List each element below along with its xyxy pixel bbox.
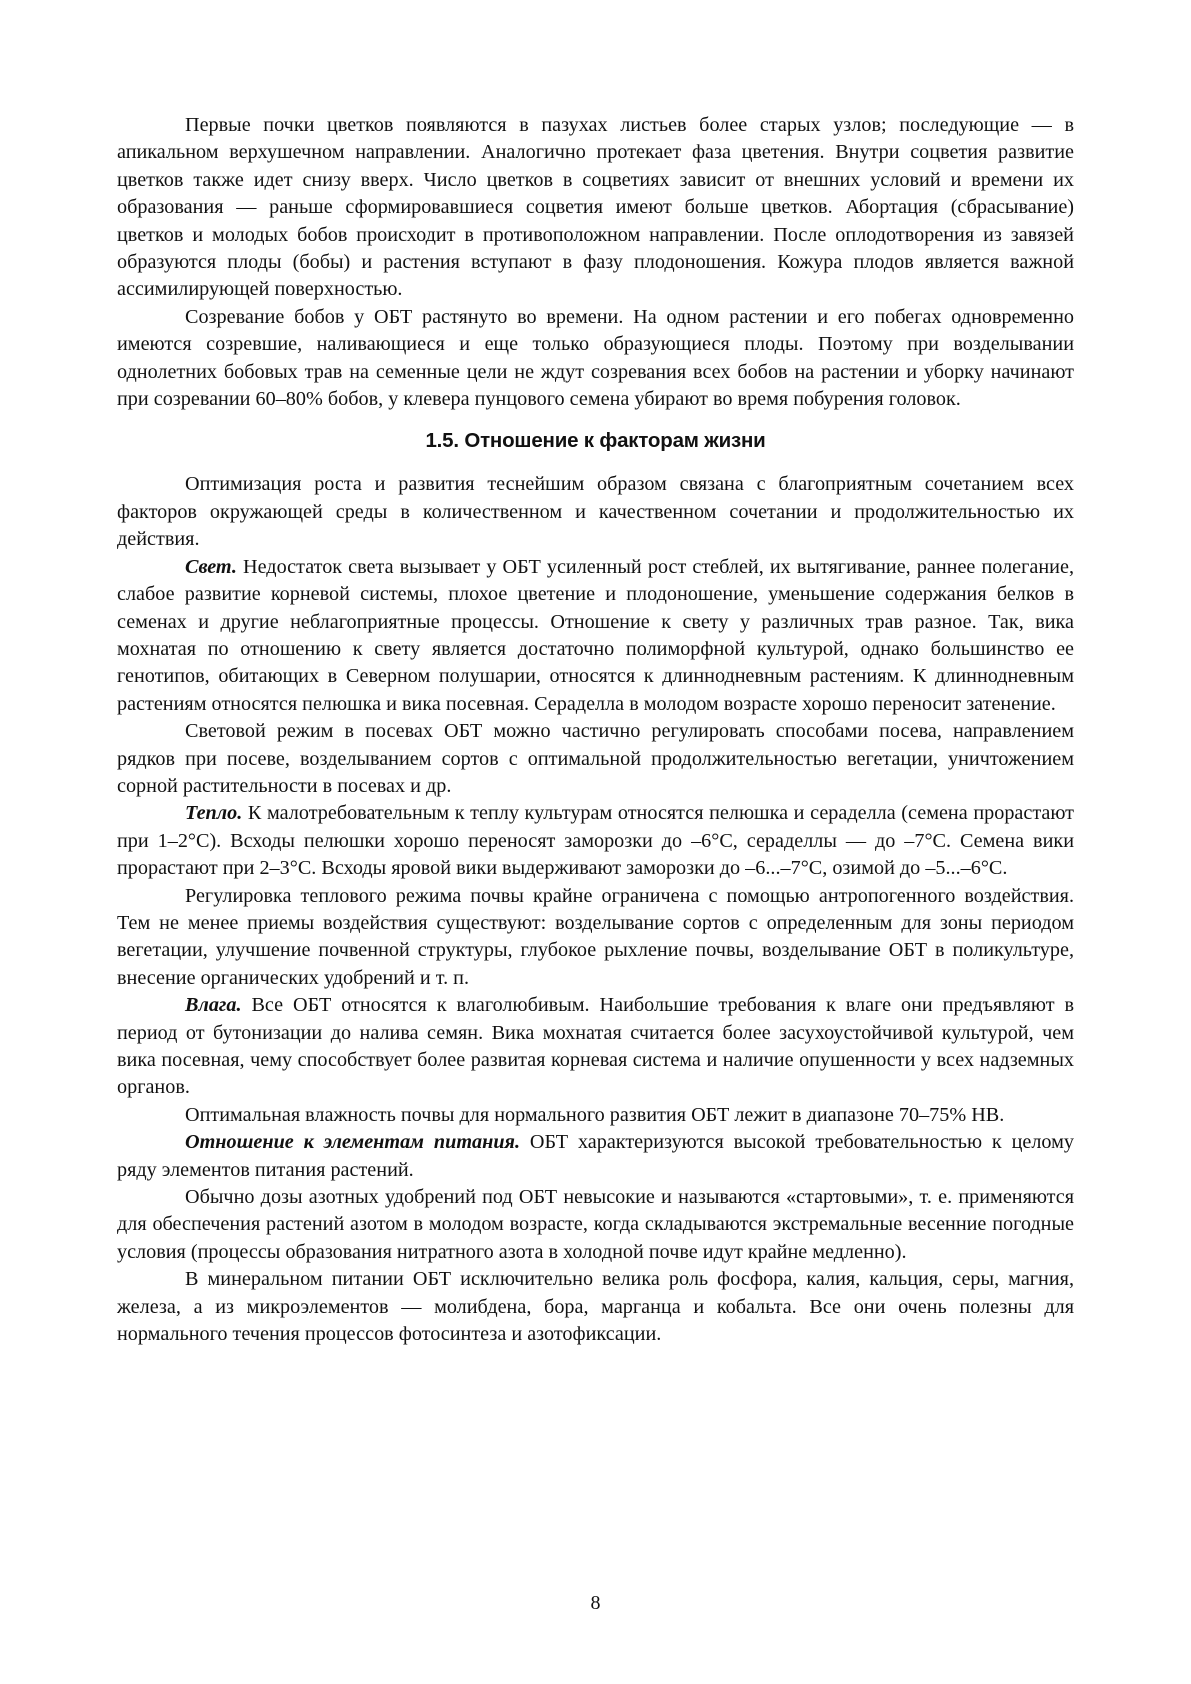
paragraph-body: Световой режим в посевах ОБТ можно частично регулировать способами посева, направлением рядков при посеве, возделыванием сортов с оптимальной продолжительностью вегетации, уничтожением сорной растительности в посевах и др. bbox=[117, 720, 1074, 797]
paragraph-optimization bbox=[117, 471, 1074, 553]
paragraph-light-regime bbox=[117, 718, 1074, 800]
paragraph-body: Все ОБТ относятся к влаголюбивым. Наибольшие требования к влаге они предъявляют в период от бутонизации до налива семян. Вика мохнатая считается более засухоустойчивой культурой, чем вика посевная, чему способствует более развитая корневая система и наличие опушенности у всех надземных органов. bbox=[117, 994, 1074, 1099]
paragraph-lead-nutrition: Отношение к элементам питания. bbox=[185, 1131, 521, 1154]
paragraph-body: Недостаток света вызывает у ОБТ усиленный рост стеблей, их вытягивание, раннее полегание, слабое развитие корневой системы, плохое цветение и плодоношение, уменьшение содержания белков в семенах и другие неблагоприятные процессы. Отношение к свету у различных трав разное. Так, вика мохнатая по отношению к свету является достаточно полиморфной культурой, однако большинство ее генотипов, обитающих в Северном полушарии, относятся к длиннодневным растениям. К длиннодневным растениям относятся пелюшка и вика посевная. Сераделла в молодом возрасте хорошо переносит затенение. bbox=[117, 555, 1074, 715]
paragraph-body: ОБТ характеризуются высокой требовательностью к целому ряду элементов питания растений. bbox=[117, 1131, 1074, 1181]
paragraph-lead-heat: Тепло. bbox=[185, 802, 243, 825]
paragraph-body: Обычно дозы азотных удобрений под ОБТ невысокие и называются «стартовыми», т. е. применяются для обеспечения растений азотом в молодом возрасте, когда складываются экстремальные весенние погодные условия (процессы образования нитратного азота в холодной почве идут крайне медленно). bbox=[117, 1186, 1074, 1263]
paragraph-heat-regime bbox=[117, 883, 1074, 993]
paragraph-body: К малотребовательным к теплу культурам относятся пелюшка и сераделла (семена прорастают при 1–2°С). Всходы пелюшки хорошо переносят заморозки до –6°С, сераделлы — до –7°С. Семена вики прорастают при 2–3°С. Всходы яровой вики выдерживают заморозки до –6...–7°С, озимой до –5...–6°С. bbox=[117, 802, 1074, 880]
paragraph-flower-development: Первые почки цветков появляются в пазухах листьев более старых узлов; последующие — в апикальном верхушечном направлении. Аналогично протекает фаза цветения. Внутри соцветия развитие цветков также идет снизу вверх. Число цветков в соцветиях зависит от внешних условий и времени их образования — раньше сформировавшиеся соцветия имеют больше цветков. Абортация (сбрасывание) цветков и молодых бобов происходит в противоположном направлении. После оплодотворения из завязей образуются плоды (бобы) и растения вступают в фазу плодоношения. Кожура плодов является важной ассимилирующей поверхностью. bbox=[117, 114, 1074, 301]
paragraph-body: Оптимальная влажность почвы для нормального развития ОБТ лежит в диапазоне 70–75% НВ. bbox=[185, 1103, 1005, 1126]
paragraph-pod-ripening: Созревание бобов у ОБТ растянуто во времени. На одном растении и его побегах одновременно имеются созревшие, наливающиеся и еще только образующиеся плоды. Поэтому при возделывании однолетних бобовых трав на семенные цели не ждут созревания всех бобов на растении и уборку начинают при созревании 60–80% бобов, у клевера пунцового семена убирают во время побурения головок. bbox=[117, 305, 1074, 411]
section-heading: 1.5. Отношение к факторам жизни bbox=[425, 429, 766, 453]
paragraph-body: Оптимизация роста и развития теснейшим образом связана с благоприятным сочетанием всех факторов окружающей среды в количественном и качественном сочетании и продолжительностью их действия. bbox=[117, 473, 1074, 551]
paragraph-body: В минеральном питании ОБТ исключительно велика роль фосфора, калия, кальция, серы, магния, железа, а из микроэлементов — молибдена, бора, марганца и кобальта. Все они очень полезны для нормального течения процессов фотосинтеза и азотофиксации. bbox=[117, 1268, 1074, 1346]
page-content bbox=[117, 112, 1074, 1348]
paragraph-heat bbox=[117, 800, 1074, 882]
page-number: 8 bbox=[590, 1592, 601, 1614]
paragraph-moisture bbox=[117, 992, 1074, 1102]
paragraph-body: Регулировка теплового режима почвы крайне ограничена с помощью антропогенного воздействия. Тем не менее приемы воздействия существуют: возделывание сортов с определенным для зоны периодом вегетации, улучшение почвенной структуры, глубокое рыхление почвы, возделывание ОБТ в поликультуре, внесение органических удобрений и т. п. bbox=[117, 884, 1074, 989]
paragraph-lead-moisture: Влага. bbox=[185, 994, 242, 1017]
paragraph-light bbox=[117, 554, 1074, 718]
paragraph-nutrition bbox=[117, 1129, 1074, 1184]
paragraph-soil-humidity bbox=[117, 1102, 1074, 1129]
paragraph-mineral bbox=[117, 1266, 1074, 1348]
paragraph-nitrogen bbox=[117, 1184, 1074, 1266]
paragraph-lead-light: Свет. bbox=[185, 555, 237, 578]
